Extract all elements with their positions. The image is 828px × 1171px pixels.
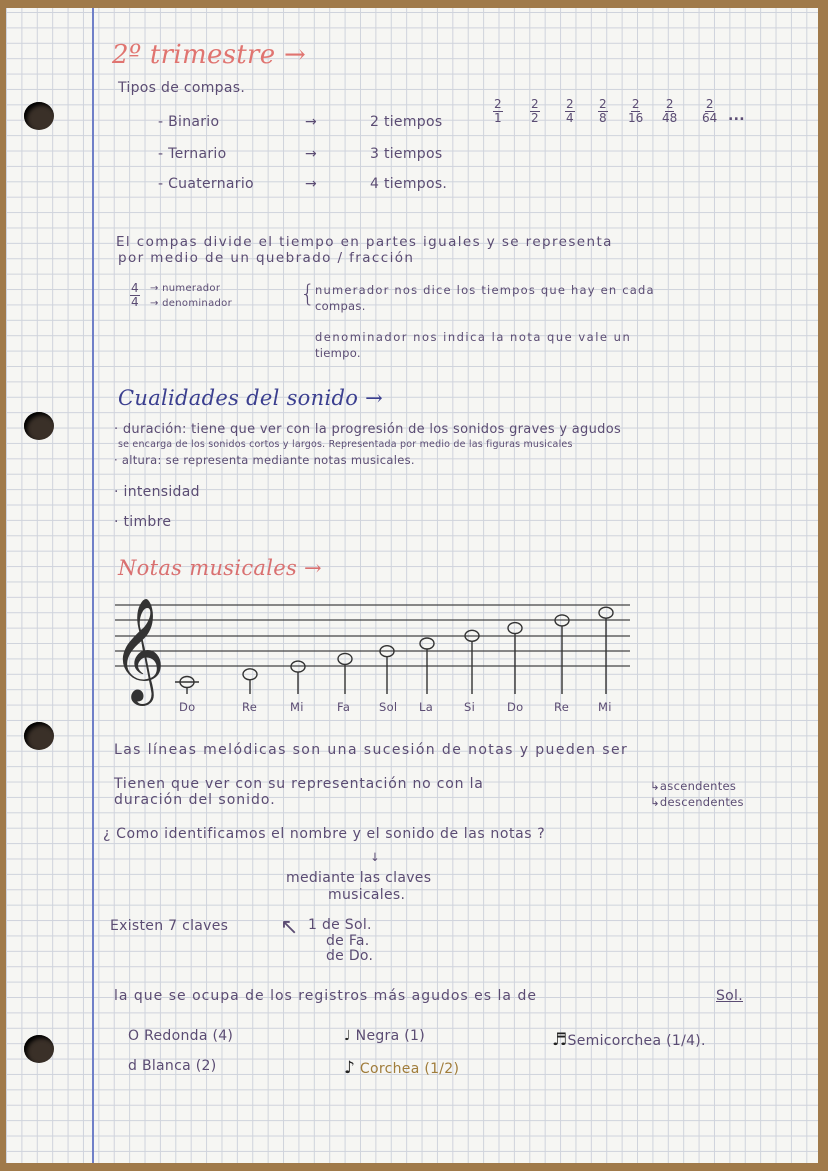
- arrow: →: [305, 114, 318, 130]
- tipos-heading: Tipos de compas.: [118, 80, 246, 96]
- note-label: Si: [464, 700, 476, 714]
- cualidades-heading: Cualidades del sonido →: [118, 386, 384, 410]
- note-label: Do: [507, 700, 524, 714]
- figura-semicorchea: ♬Semicorchea (1/4).: [552, 1030, 706, 1050]
- note-label: La: [419, 700, 434, 714]
- denominador-desc: tiempo.: [315, 346, 361, 360]
- note-head: [243, 669, 257, 680]
- treble-clef-icon: 𝄞: [112, 597, 166, 702]
- arrow: →: [305, 146, 318, 162]
- down-arrow: ↓: [370, 850, 380, 864]
- clave-item: 1 de Sol.: [308, 917, 372, 933]
- tipo-name: - Ternario: [158, 146, 227, 162]
- eighth-note-icon: ♪: [344, 1058, 356, 1078]
- tipo-name: - Cuaternario: [158, 176, 254, 192]
- denominador-desc: denominador nos indica la nota que vale un: [315, 330, 632, 344]
- figura-negra: ♩ Negra (1): [344, 1028, 425, 1044]
- note-head: [420, 638, 434, 649]
- cualidad-item: · duración: tiene que ver con la progresión de los sonidos graves y agudos: [114, 422, 622, 437]
- half-note-icon: d: [128, 1058, 138, 1074]
- arrow: →: [305, 176, 318, 192]
- tipo-value: 4 tiempos.: [370, 176, 448, 192]
- fraction: $\frac{2}{48}$: [662, 97, 678, 125]
- figura-blanca: d Blanca (2): [128, 1058, 217, 1074]
- claves-sentence: la que se ocupa de los registros más agudos es la de: [114, 988, 537, 1004]
- whole-note-icon: O: [128, 1028, 140, 1044]
- note-label: Fa: [337, 700, 351, 714]
- note-label: Do: [179, 700, 196, 714]
- tipo-value: 2 tiempos: [370, 114, 443, 130]
- arrow-icon: ↖: [280, 915, 299, 940]
- claves-label: Existen 7 claves: [110, 918, 229, 934]
- note-label: Sol: [379, 700, 398, 714]
- lineas-text: duración del sonido.: [114, 792, 276, 808]
- ascendentes: ↳ascendentes: [650, 779, 737, 793]
- page-title: 2º trimestre →: [112, 40, 307, 70]
- fraction: $\frac{2}{4}$: [566, 97, 574, 125]
- fraction: $\frac{2}{2}$: [531, 97, 539, 125]
- notas-heading: Notas musicales →: [118, 556, 322, 580]
- numerador-desc: numerador nos dice los tiempos que hay en cada: [315, 283, 655, 297]
- note-label: Re: [242, 700, 258, 714]
- cualidad-item: · timbre: [114, 514, 172, 530]
- sixteenth-note-icon: ♬: [552, 1030, 568, 1050]
- fraction: $\frac{2}{1}$: [494, 97, 502, 125]
- note-label: Mi: [598, 700, 612, 714]
- descendentes: ↳descendentes: [650, 795, 744, 809]
- question: ¿ Como identificamos el nombre y el sonido de las notas ?: [103, 826, 546, 842]
- fraction-4-4: $\frac{4}{4}$: [131, 281, 139, 309]
- tipo-name: - Binario: [158, 114, 220, 130]
- fraction: $\frac{2}{64}$: [702, 97, 718, 125]
- cualidad-item: · intensidad: [114, 484, 200, 500]
- note-head: [338, 653, 352, 664]
- cualidad-item: se encarga de los sonidos cortos y largos. Representada por medio de las figuras musicales: [118, 439, 573, 450]
- denominador-label: → denominador: [150, 298, 232, 309]
- note-label: Re: [554, 700, 570, 714]
- fraction: $\frac{2}{8}$: [599, 97, 607, 125]
- sol-underlined: Sol.: [716, 988, 743, 1004]
- quarter-note-icon: ♩: [344, 1028, 351, 1044]
- figura-corchea: ♪ Corchea (1/2): [344, 1058, 460, 1078]
- answer: musicales.: [328, 887, 406, 903]
- cualidad-item: · altura: se representa mediante notas musicales.: [114, 453, 415, 467]
- clave-item: de Do.: [326, 948, 374, 964]
- brace: {: [300, 280, 316, 308]
- compas-line: por medio de un quebrado / fracción: [118, 250, 415, 266]
- compas-line: El compas divide el tiempo en partes iguales y se representa: [116, 234, 613, 250]
- note-head: [599, 607, 613, 618]
- answer: mediante las claves: [286, 870, 432, 886]
- lineas-text: Tienen que ver con su representación no con la: [114, 776, 484, 792]
- tipo-value: 3 tiempos: [370, 146, 443, 162]
- numerador-label: → numerador: [150, 283, 221, 294]
- ellipsis: ...: [728, 108, 745, 124]
- note-head: [508, 623, 522, 634]
- figura-redonda: O Redonda (4): [128, 1028, 234, 1044]
- note-label: Mi: [290, 700, 304, 714]
- lineas-text: Las líneas melódicas son una sucesión de notas y pueden ser: [114, 742, 629, 758]
- numerador-desc: compas.: [315, 299, 366, 313]
- clave-item: de Fa.: [326, 933, 370, 949]
- fraction: $\frac{2}{16}$: [628, 97, 644, 125]
